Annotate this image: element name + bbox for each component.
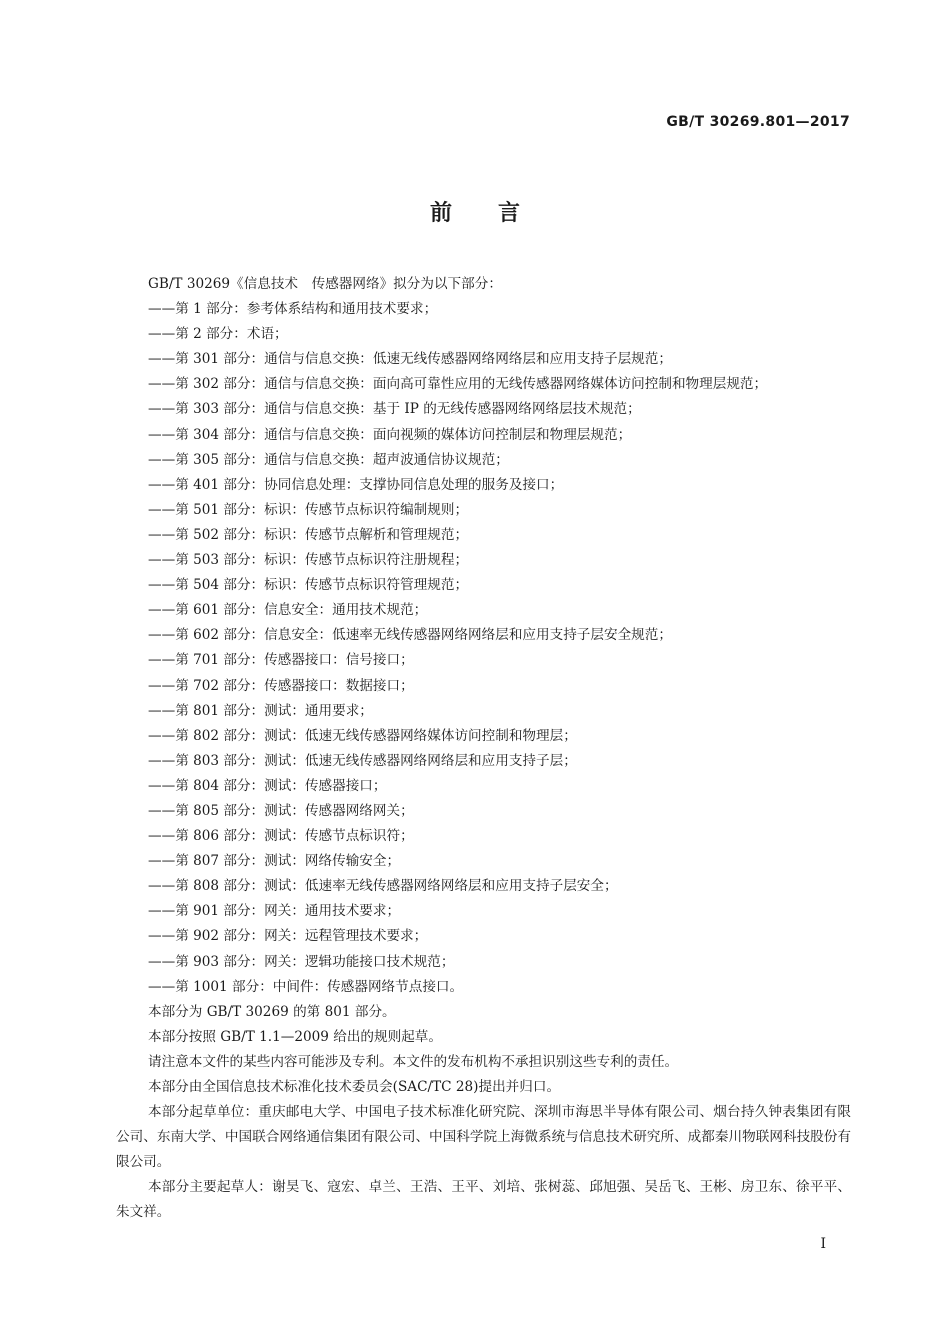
part-list-item: ——第 2 部分：术语； [148, 326, 288, 343]
part-list-item: ——第 502 部分：标识：传感节点解析和管理规范； [148, 526, 469, 543]
paragraph-list [116, 1000, 851, 1226]
part-list-item: ——第 504 部分：标识：传感节点标识符管理规范； [148, 577, 469, 594]
part-list-item: ——第 702 部分：传感器接口：数据接口； [148, 677, 414, 694]
page-number: I [820, 1236, 826, 1252]
body-paragraph: 请注意本文件的某些内容可能涉及专利。本文件的发布机构不承担识别这些专利的责任。 [148, 1053, 679, 1070]
part-list-item: ——第 304 部分：通信与信息交换：面向视频的媒体访问控制层和物理层规范； [148, 426, 632, 443]
document-body [116, 272, 851, 1226]
part-list-item: ——第 401 部分：协同信息处理：支撑协同信息处理的服务及接口； [148, 476, 564, 493]
part-list-item: ——第 801 部分：测试：通用要求； [148, 702, 373, 719]
part-list-item: ——第 807 部分：测试：网络传输安全； [148, 853, 401, 870]
part-list-item: ——第 701 部分：传感器接口：信号接口； [148, 652, 414, 669]
intro-line: GB/T 30269《信息技术 传感器网络》拟分为以下部分： [148, 276, 502, 292]
part-list-item: ——第 1 部分：参考体系结构和通用技术要求； [148, 301, 438, 318]
part-list-item: ——第 602 部分：信息安全：低速率无线传感器网络网络层和应用支持子层安全规范； [148, 627, 672, 644]
part-list-item: ——第 805 部分：测试：传感器网络网关； [148, 802, 414, 819]
body-paragraph: 本部分为 GB/T 30269 的第 801 部分。 [148, 1003, 396, 1020]
part-list-item: ——第 601 部分：信息安全：通用技术规范； [148, 602, 428, 619]
part-list-item: ——第 803 部分：测试：低速无线传感器网络网络层和应用支持子层； [148, 752, 577, 769]
part-list-item: ——第 902 部分：网关：远程管理技术要求； [148, 928, 428, 945]
standard-number: GB/T 30269.801—2017 [666, 114, 850, 130]
page-title: 前言 [429, 201, 566, 226]
part-list-item: ——第 503 部分：标识：传感节点标识符注册规程； [148, 552, 469, 569]
body-paragraph: 本部分起草单位：重庆邮电大学、中国电子技术标准化研究院、深圳市海思半导体有限公司、烟台持久钟表集团有限公司、东南大学、中国联合网络通信集团有限公司、中国科学院上海微系统与信息技术研究所、成都秦川物联网科技股份有限公司。 [116, 1104, 851, 1171]
part-list-item: ——第 301 部分：通信与信息交换：低速无线传感器网络网络层和应用支持子层规范； [148, 351, 672, 368]
body-paragraph: 本部分按照 GB/T 1.1—2009 给出的规则起草。 [148, 1028, 442, 1045]
parts-list [116, 297, 851, 1000]
part-list-item: ——第 1001 部分：中间件：传感器网络节点接口。 [148, 978, 464, 995]
body-paragraph: 本部分由全国信息技术标准化技术委员会(SAC/TC 28)提出并归口。 [148, 1079, 561, 1095]
part-list-item: ——第 903 部分：网关：逻辑功能接口技术规范； [148, 953, 455, 970]
part-list-item: ——第 305 部分：通信与信息交换：超声波通信协议规范； [148, 451, 509, 468]
body-paragraph: 本部分主要起草人：谢昊飞、寇宏、卓兰、王浩、王平、刘培、张树蕊、邱旭强、吴岳飞、王彬、房卫东、徐平平、朱文祥。 [116, 1179, 851, 1221]
part-list-item: ——第 808 部分：测试：低速率无线传感器网络网络层和应用支持子层安全； [148, 878, 618, 895]
part-list-item: ——第 901 部分：网关：通用技术要求； [148, 903, 401, 920]
part-list-item: ——第 806 部分：测试：传感节点标识符； [148, 828, 414, 845]
part-list-item: ——第 303 部分：通信与信息交换：基于 IP 的无线传感器网络网络层技术规范； [148, 401, 641, 418]
part-list-item: ——第 804 部分：测试：传感器接口； [148, 777, 387, 794]
part-list-item: ——第 501 部分：标识：传感节点标识符编制规则； [148, 501, 469, 518]
part-list-item: ——第 802 部分：测试：低速无线传感器网络媒体访问控制和物理层； [148, 727, 577, 744]
part-list-item: ——第 302 部分：通信与信息交换：面向高可靠性应用的无线传感器网络媒体访问控制和物理层规范； [148, 376, 768, 393]
